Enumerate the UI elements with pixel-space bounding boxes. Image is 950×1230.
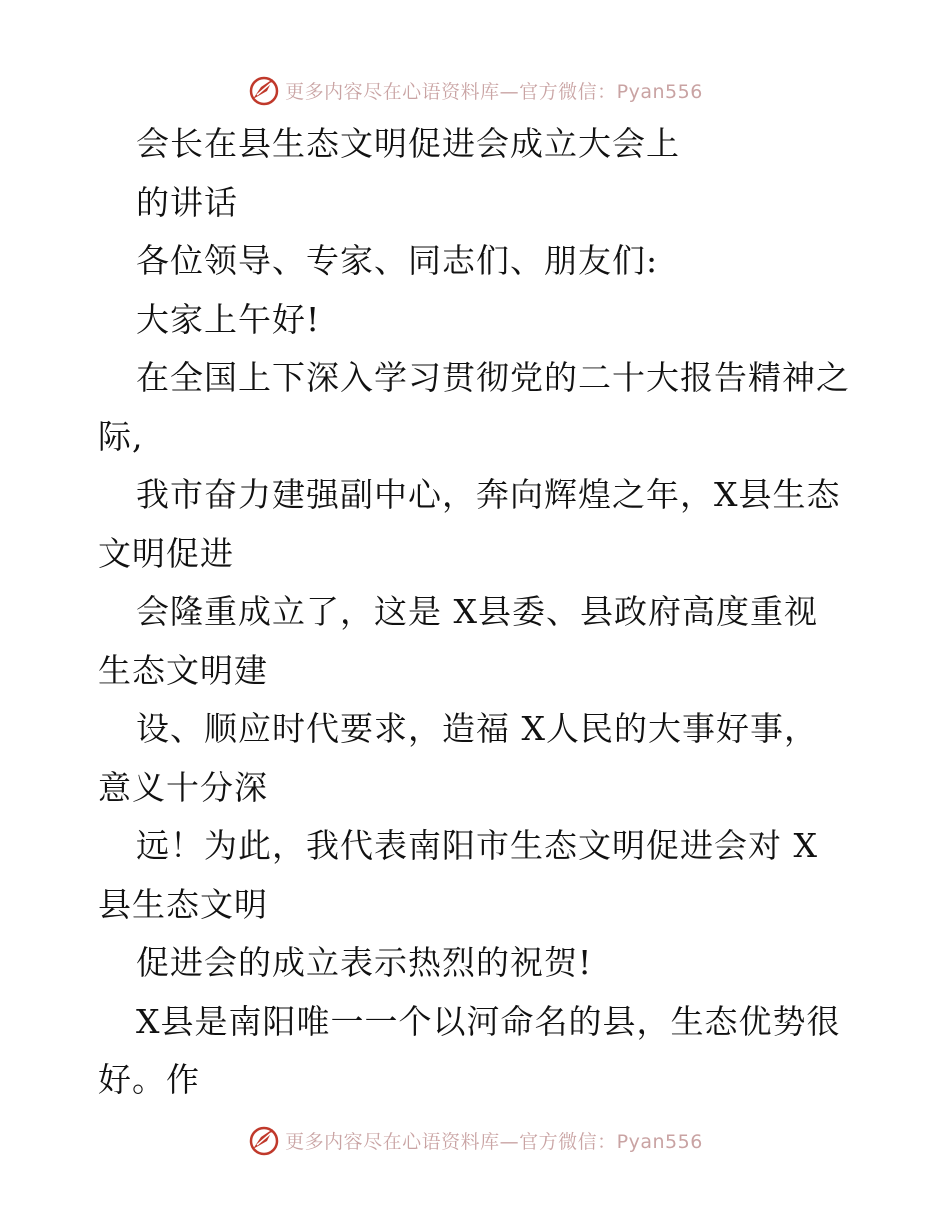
body-line: 会隆重成立了，这是 X县委、县政府高度重视 [136, 592, 818, 631]
body-line: X县是南阳唯一一个以河命名的县，生态优势很 [136, 1001, 841, 1041]
document-body [98, 115, 878, 1110]
body-line: 促进会的成立表示热烈的祝贺! [136, 943, 593, 982]
title-line-1: 会长在县生态文明促进会成立大会上 [136, 124, 680, 163]
body-line: 文明促进 [98, 533, 234, 573]
body-line: 县生态文明 [98, 884, 268, 924]
body-line: 际, [98, 416, 144, 456]
body-line: 我市奋力建强副中心，奔向辉煌之年，X县生态 [136, 475, 841, 514]
watermark-text: 更多内容尽在心语资料库—官方微信：Pyan556 [285, 1130, 703, 1153]
logo-icon [247, 73, 281, 107]
body-line: 生态文明建 [98, 650, 268, 690]
title-line-2: 的讲话 [136, 182, 238, 222]
footer-watermark [0, 1120, 950, 1160]
header-watermark [0, 70, 950, 110]
body-line: 意义十分深 [98, 767, 268, 807]
greeting: 大家上午好! [136, 299, 321, 339]
body-line: 远！为此，我代表南阳市生态文明促进会对 X [136, 826, 818, 865]
body-line: 设、顺应时代要求，造福 X人民的大事好事， [136, 709, 818, 748]
body-line: 好。作 [98, 1060, 200, 1099]
salutation: 各位领导、专家、同志们、朋友们: [136, 241, 659, 280]
logo-icon [247, 1123, 281, 1157]
watermark-text: 更多内容尽在心语资料库—官方微信：Pyan556 [285, 80, 703, 103]
body-line: 在全国上下深入学习贯彻党的二十大报告精神之 [136, 358, 850, 397]
